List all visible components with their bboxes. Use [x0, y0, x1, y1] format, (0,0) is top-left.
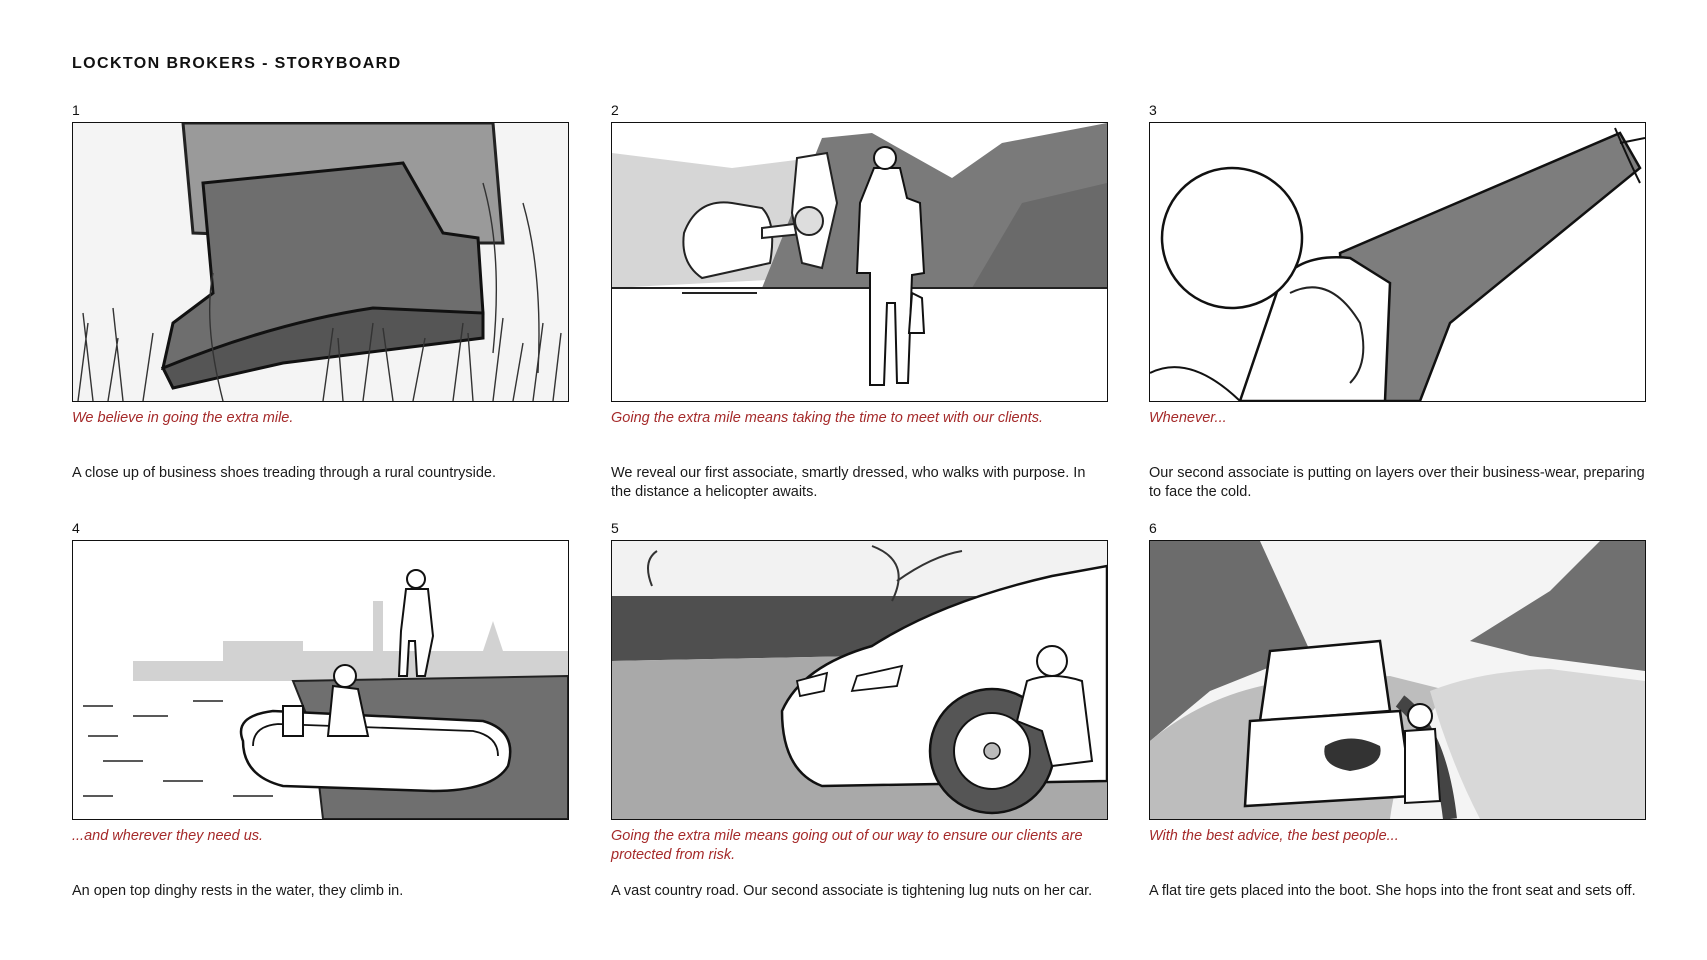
panel-number: 1 — [72, 102, 80, 118]
panel-description: Our second associate is putting on layers over their business-wear, preparing to face the cold. — [1149, 465, 1645, 500]
panel-sketch-car-tire-change — [611, 540, 1108, 820]
panel-number: 4 — [72, 520, 80, 536]
panel-caption: Going the extra mile means taking the time to meet with our clients. — [611, 410, 1043, 426]
panel-number: 5 — [611, 520, 619, 536]
panel-sketch-helicopter-field — [611, 122, 1108, 402]
panel-sketch-putting-on-coat — [1149, 122, 1646, 402]
panel-number: 2 — [611, 102, 619, 118]
panel-description: An open top dinghy rests in the water, they climb in. — [72, 883, 404, 899]
panel-caption: Whenever... — [1149, 410, 1227, 426]
panel-description: We reveal our first associate, smartly dressed, who walks with purpose. In the distance a helicopter awaits. — [611, 465, 1086, 500]
storyboard-title: LOCKTON BROKERS - STORYBOARD — [72, 55, 402, 72]
panel-number: 3 — [1149, 102, 1157, 118]
panel-sketch-car-boot-road — [1149, 540, 1646, 820]
panel-number: 6 — [1149, 520, 1157, 536]
panel-description: A flat tire gets placed into the boot. She hops into the front seat and sets off. — [1149, 883, 1636, 899]
panel-description: A vast country road. Our second associate is tightening lug nuts on her car. — [611, 883, 1093, 899]
panel-description: A close up of business shoes treading through a rural countryside. — [72, 465, 496, 481]
panel-caption: Going the extra mile means going out of our way to ensure our clients are protected from risk. — [611, 828, 1083, 863]
panel-sketch-boot-in-grass — [72, 122, 569, 402]
panel-caption: We believe in going the extra mile. — [72, 410, 294, 426]
panel-sketch-dinghy-harbour — [72, 540, 569, 820]
panel-caption: With the best advice, the best people... — [1149, 828, 1399, 844]
panel-caption: ...and wherever they need us. — [72, 828, 264, 844]
